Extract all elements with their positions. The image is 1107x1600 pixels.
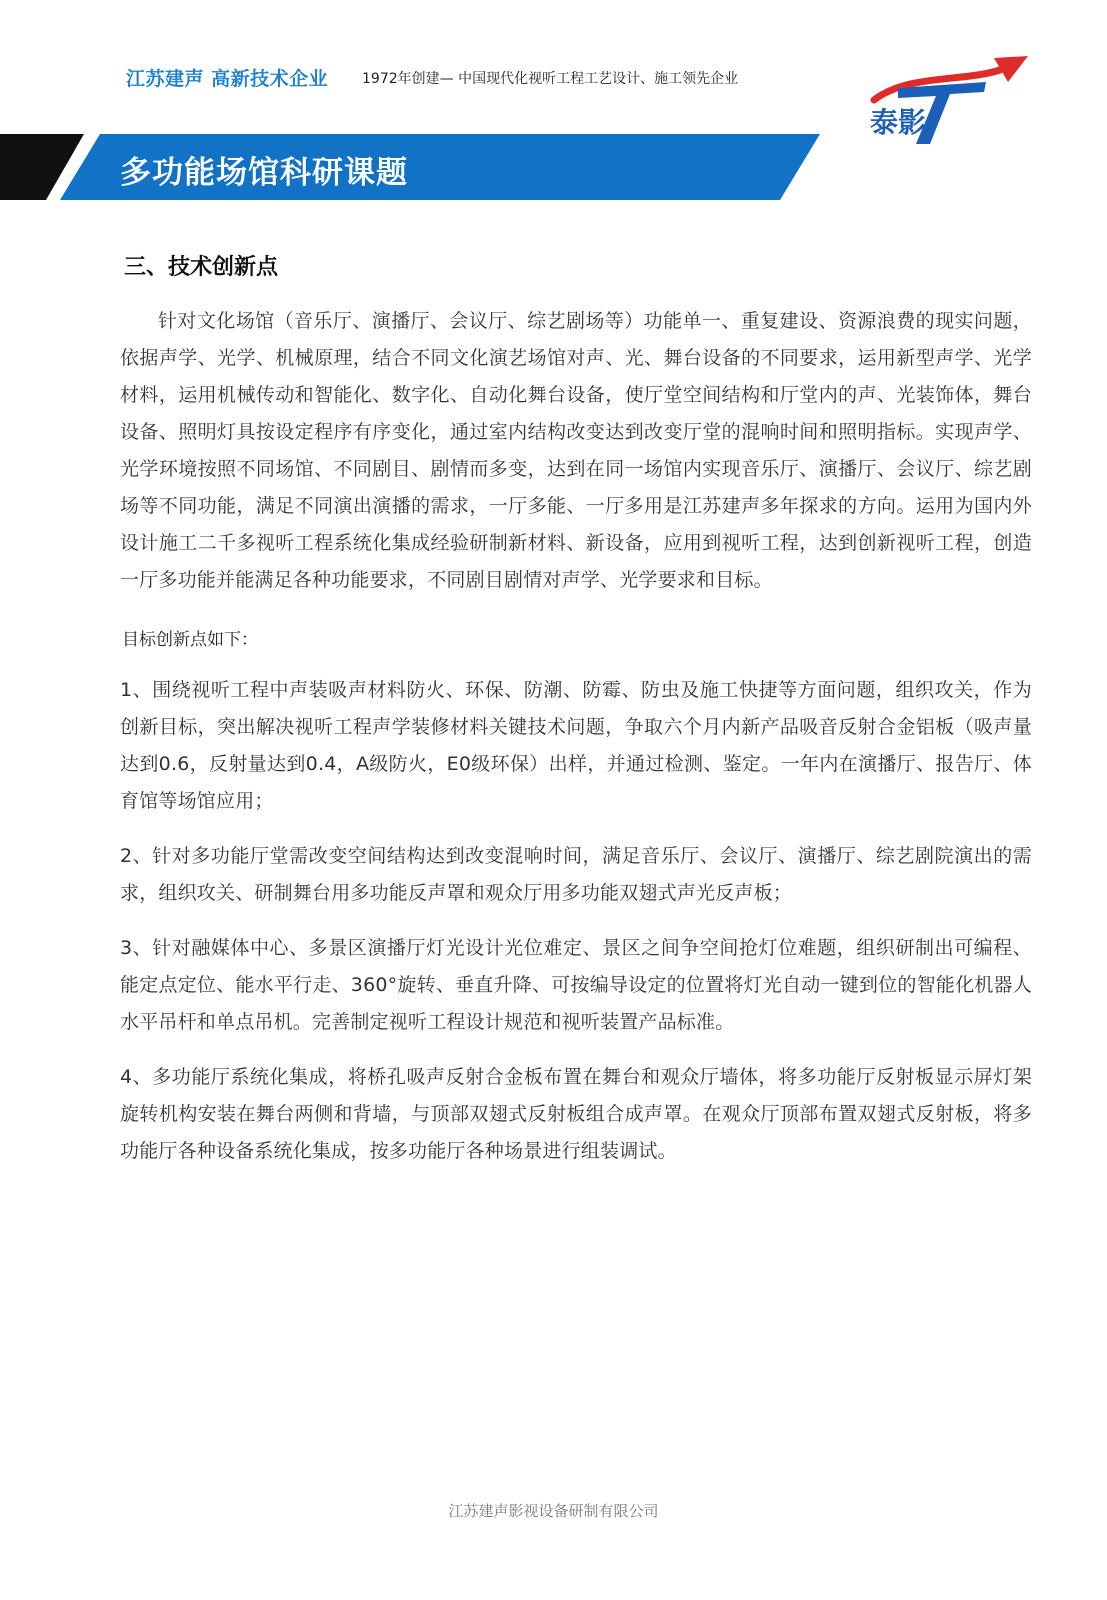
logo-text: 泰影	[870, 106, 927, 139]
page-title: 多功能场馆科研课题	[120, 155, 408, 191]
goal-item-4: 4、多功能厅系统化集成，将桥孔吸声反射合金板布置在舞台和观众厅墙体，将多功能厅反射板显示屏灯架旋转机构安装在舞台两侧和背墙，与顶部双翅式反射板组合成声罩。在观众厅顶部布置双翅式反射板，将多功能厅各种设备系统化集成，按多功能厅各种场景进行组装调试。	[120, 1066, 1032, 1162]
header-tagline: 1972年创建— 中国现代化视听工程工艺设计、施工领先企业	[362, 71, 739, 87]
main-content	[120, 250, 1032, 1188]
goal-item-1: 1、围绕视听工程中声装吸声材料防火、环保、防潮、防霉、防虫及施工快捷等方面问题，组织攻关，作为创新目标，突出解决视听工程声学装修材料关键技术问题，争取六个月内新产品吸音反射合金铝板（吸声量达到0.6，反射量达到0.4，A级防火，E0级环保）出样，并通过检测、鉴定。一年内在演播厅、报告厅、体育馆等场馆应用；	[120, 679, 1032, 812]
goals-heading: 目标创新点如下：	[122, 630, 258, 650]
header-brand: 江苏建声 高新技术企业	[126, 68, 329, 90]
goal-item-2: 2、针对多功能厅堂需改变空间结构达到改变混响时间，满足音乐厅、会议厅、演播厅、综艺剧院演出的需求，组织攻关、研制舞台用多功能反声罩和观众厅用多功能双翅式声光反声板；	[120, 845, 1032, 904]
intro-paragraph: 针对文化场馆（音乐厅、演播厅、会议厅、综艺剧场等）功能单一、重复建设、资源浪费的现实问题，依据声学、光学、机械原理，结合不同文化演艺场馆对声、光、舞台设备的不同要求，运用新型声学、光学材料，运用机械传动和智能化、数字化、自动化舞台设备，使厅堂空间结构和厅堂内的声、光装饰体，舞台设备、照明灯具按设定程序有序变化，通过室内结构改变达到改变厅堂的混响时间和照明指标。实现声学、光学环境按照不同场馆、不同剧目、剧情而多变，达到在同一场馆内实现音乐厅、演播厅、会议厅、综艺剧场等不同功能，满足不同演出演播的需求，一厅多能、一厅多用是江苏建声多年探求的方向。运用为国内外设计施工二千多视听工程系统化集成经验研制新材料、新设备，应用到视听工程，达到创新视听工程，创造一厅多功能并能满足各种功能要求，不同剧目剧情对声学、光学要求和目标。	[120, 310, 1032, 591]
section-heading: 三、技术创新点	[124, 255, 279, 280]
company-logo	[868, 52, 1032, 152]
footer-company: 江苏建声影视设备研制有限公司	[448, 1502, 659, 1520]
goal-item-3: 3、针对融媒体中心、多景区演播厅灯光设计光位难定、景区之间争空间抢灯位难题，组织研制出可编程、能定点定位、能水平行走、360°旋转、垂直升降、可按编导设定的位置将灯光自动一键到位的智能化机器人水平吊杆和单点吊机。完善制定视听工程设计规范和视听装置产品标准。	[120, 937, 1032, 1033]
logo-graphic	[868, 52, 1032, 152]
